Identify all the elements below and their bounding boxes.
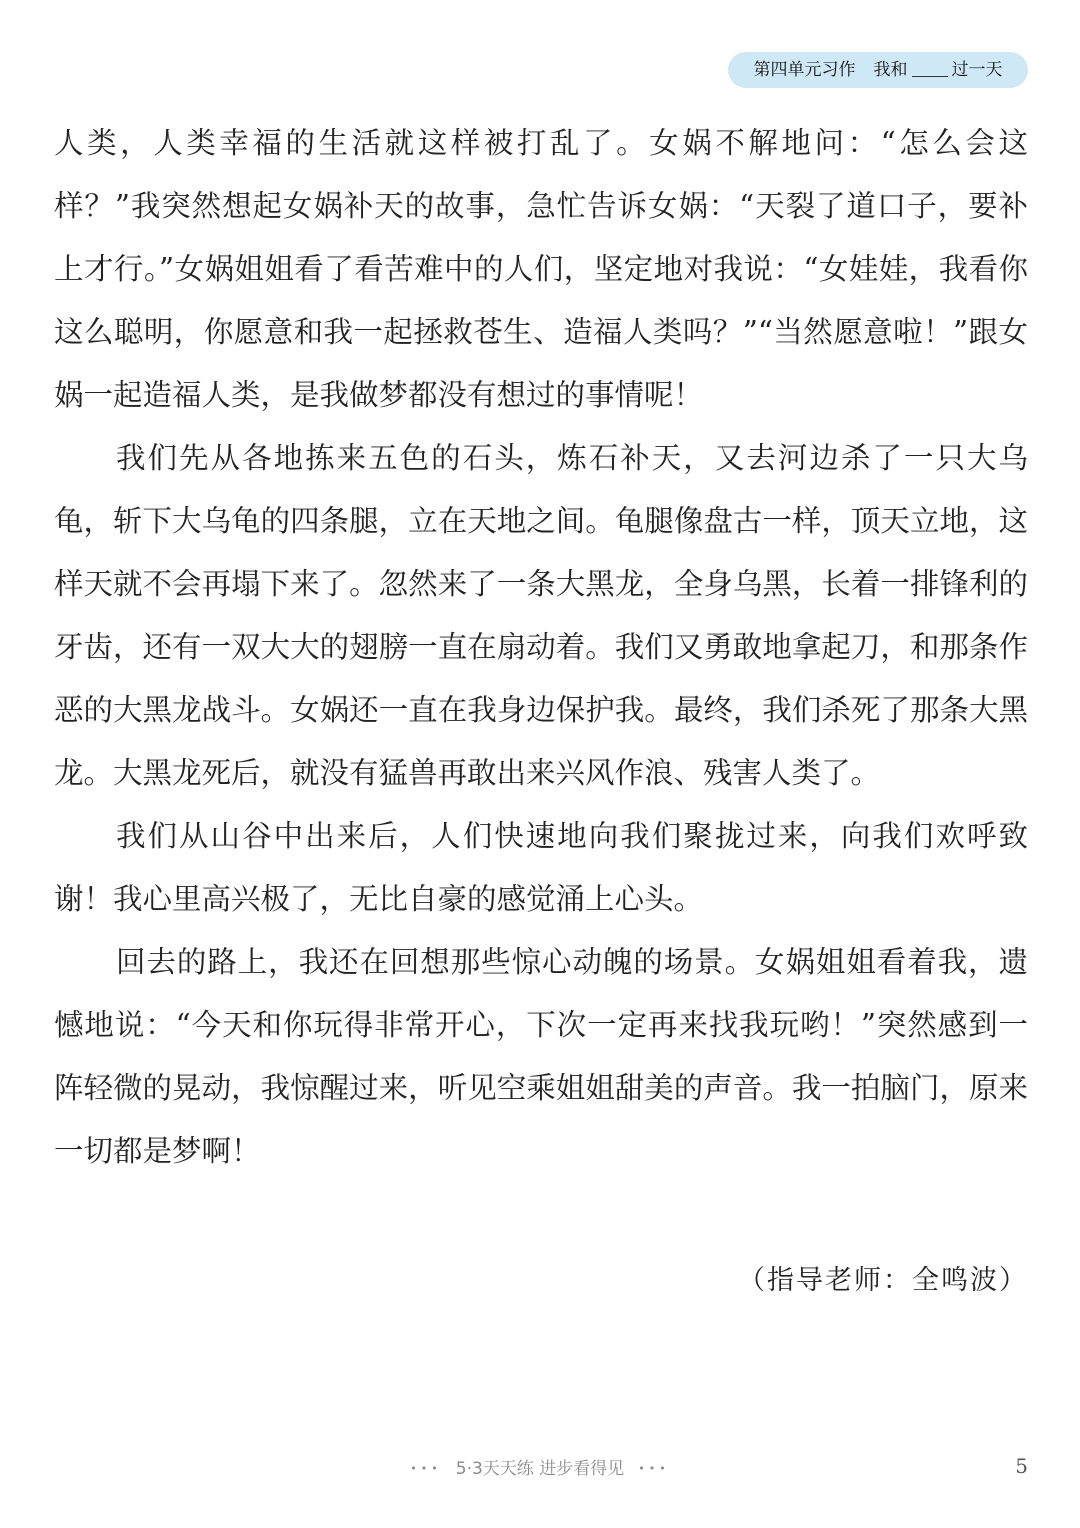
footer-dots-right: ••• — [638, 1462, 670, 1475]
essay-body — [54, 112, 1028, 1183]
page-number: 5 — [1015, 1454, 1028, 1478]
paragraph-3: 我们从山谷中出来后，人们快速地向我们聚拢过来，向我们欢呼致谢！我心里高兴极了，无比自豪的感觉涌上心头。 — [54, 819, 1028, 916]
page-footer — [0, 1454, 1080, 1479]
advisor-signature: （指导老师：全鸣波） — [738, 1265, 1028, 1296]
unit-header-badge — [728, 52, 1028, 88]
title-blank-line — [912, 58, 948, 77]
paragraph-2: 我们先从各地拣来五色的石头，炼石补天，又去河边杀了一只大乌龟，斩下大乌龟的四条腿，立在天地之间。龟腿像盘古一样，顶天立地，这样天就不会再塌下来了。忽然来了一条大黑龙，全身乌黑，长着一排锋利的牙齿，还有一双大大的翅膀一直在扇动着。我们又勇敢地拿起刀，和那条作恶的大黑龙战斗。女娲还一直在我身边保护我。最终，我们杀死了那条大黑龙。大黑龙死后，就没有猛兽再敢出来兴风作浪、残害人类了。 — [54, 441, 1028, 790]
paragraph-4: 回去的路上，我还在回想那些惊心动魄的场景。女娲姐姐看着我，遗憾地说：“今天和你玩得非常开心，下次一定再来找我玩哟！”突然感到一阵轻微的晃动，我惊醒过来，听见空乘姐姐甜美的声音。我一拍脑门，原来一切都是梦啊！ — [54, 945, 1028, 1168]
essay-title-suffix: 过一天 — [951, 60, 1003, 80]
footer-slogan: 5·3天天练 进步看得见 — [455, 1459, 625, 1479]
unit-label: 第四单元习作 — [753, 60, 856, 80]
paragraph-1: 人类，人类幸福的生活就这样被打乱了。女娲不解地问：“怎么会这样？”我突然想起女娲补天的故事，急忙告诉女娲：“天裂了道口子，要补上才行。”女娲姐姐看了看苦难中的人们，坚定地对我说：“女娃娃，我看你这么聪明，你愿意和我一起拯救苍生、造福人类吗？”“当然愿意啦！”跟女娲一起造福人类，是我做梦都没有想过的事情呢！ — [54, 126, 1028, 412]
footer-dots-left: ••• — [410, 1462, 442, 1475]
essay-title-prefix: 我和 — [873, 60, 908, 80]
